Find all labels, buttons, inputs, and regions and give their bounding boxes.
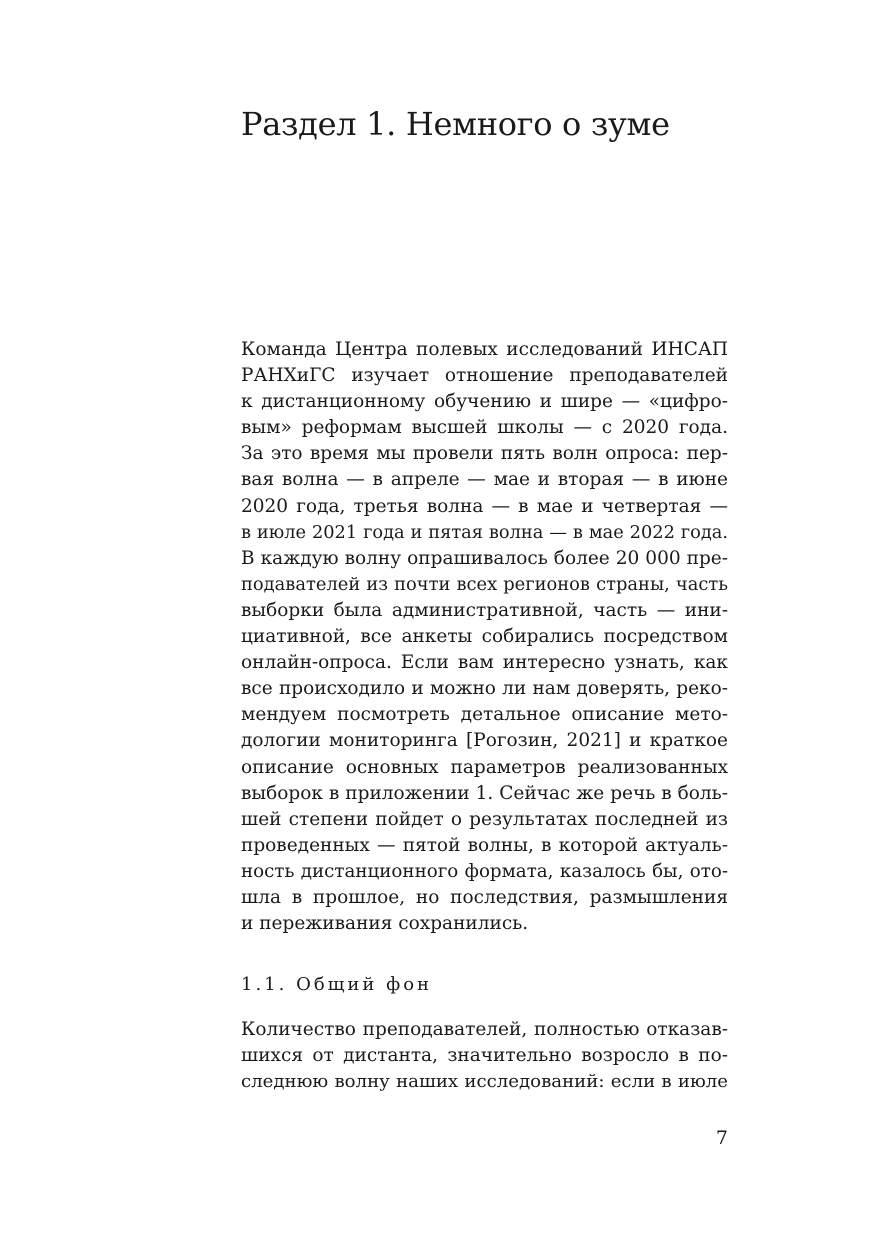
- text-line: За это время мы провели пять волн опроса: пер-: [241, 443, 728, 465]
- intro-paragraph: [241, 337, 728, 937]
- text-line: выборки была административной, часть — ини-: [241, 599, 728, 621]
- text-line: ность дистанционного формата, казалось бы, ото-: [241, 860, 728, 882]
- text-line: выборок в приложении 1. Сейчас же речь в боль-: [241, 782, 728, 804]
- text-line: подавателей из почти всех регионов страны, часть: [241, 573, 728, 595]
- text-line: вым» реформам высшей школы — с 2020 года.: [241, 417, 728, 439]
- text-line: в июле 2021 года и пятая волна — в мае 2022 года.: [241, 521, 728, 543]
- text-line: шихся от дистанта, значительно возросло в по-: [241, 1045, 728, 1067]
- text-line: циативной, все анкеты собирались посредством: [241, 626, 728, 648]
- chapter-title: Раздел 1. Немного о зуме: [241, 105, 670, 143]
- text-line: к дистанционному обучению и шире — «цифро-: [241, 391, 728, 413]
- section-heading: 1.1. Общий фон: [241, 974, 433, 995]
- text-line: РАНХиГС изучает отношение преподавателей: [241, 365, 728, 387]
- text-line: все происходило и можно ли нам доверять, реко-: [241, 678, 728, 700]
- text-line: шей степени пойдет о результатах последней из: [241, 808, 728, 830]
- text-line: следнюю волну наших исследований: если в июле: [241, 1071, 728, 1093]
- text-line: проведенных — пятой волны, в которой актуаль-: [241, 834, 728, 856]
- text-line: 2020 года, третья волна — в мае и четвертая —: [241, 495, 728, 517]
- text-line: онлайн-опроса. Если вам интересно узнать, как: [241, 652, 728, 674]
- text-line: Команда Центра полевых исследований ИНСАП: [241, 339, 728, 360]
- text-line: В каждую волну опрашивалось более 20 000 пре-: [241, 547, 728, 569]
- page-number: 7: [715, 1127, 728, 1149]
- section-paragraph: [241, 1017, 728, 1095]
- text-line: описание основных параметров реализованных: [241, 756, 728, 778]
- text-line: и переживания сохранились.: [241, 913, 529, 935]
- text-line: мендуем посмотреть детальное описание мето-: [241, 704, 728, 726]
- text-line: дологии мониторинга [Рогозин, 2021] и краткое: [241, 730, 728, 752]
- text-line: Количество преподавателей, полностью отказав-: [241, 1019, 728, 1040]
- text-line: вая волна — в апреле — мае и вторая — в июне: [241, 469, 728, 491]
- text-line: шла в прошлое, но последствия, размышления: [241, 886, 728, 908]
